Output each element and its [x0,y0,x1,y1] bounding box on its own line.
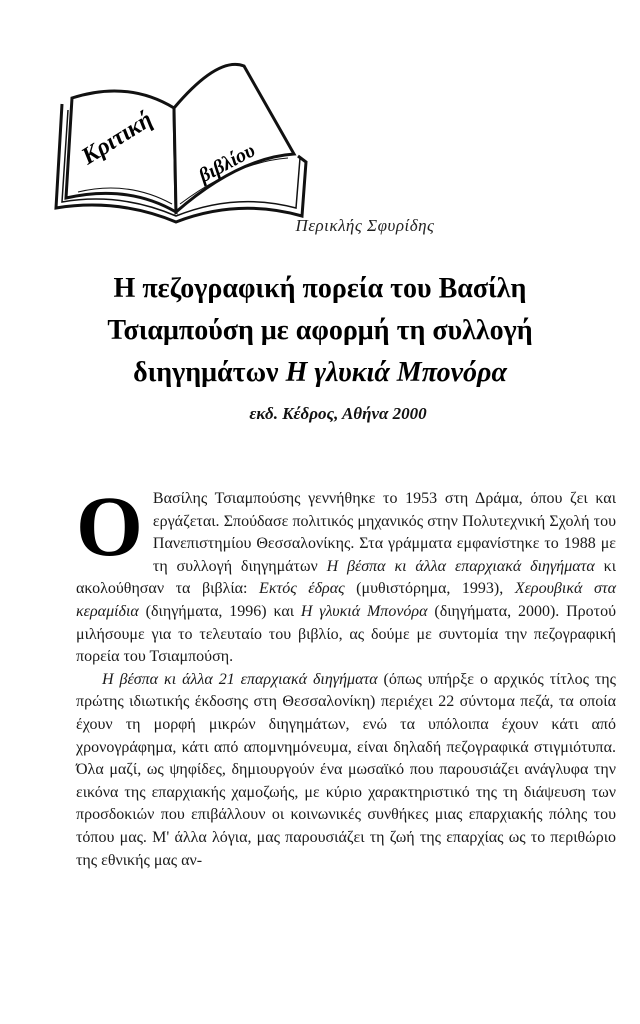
logo-left-text: Κριτική [77,106,158,171]
title-line-2: Τσιαμπούση με αφορμή τη συλλογή [107,315,533,346]
author-name: Περικλής Σφυρίδης [295,216,435,235]
open-book-icon [48,58,310,226]
article-title [40,268,600,394]
title-line-1: Η πεζογραφική πορεία του Βασίλη [113,273,527,304]
drop-cap: Ο [76,478,143,574]
logo-right-text: βιβλίου [195,139,259,188]
publisher-info: εκδ. Κέδρος, Αθήνα 2000 [249,404,427,423]
title-line-3: διηγημάτων [133,357,286,388]
paragraph-1: Ο Βασίλης Τσιαμπούσης γεννήθηκε το 1953 στη Δράμα, όπου ζει και εργάζεται. Σπούδασε πολιτικός μηχανικός στην Πολυτεχνική Σχολή του Πανεπιστημίου Θεσσαλονίκης. Στα γράμματα εμφανίστηκε το 1988 με τη συλλογή διηγημάτων Η βέσπα κι άλλα επαρχιακά διηγήματα κι ακολούθησαν τα βιβλία: Εκτός έδρας (μυθιστόρημα, 1993), Χερουβικά στα κεραμίδια (διηγήματα, 1996) και Η γλυκιά Μπονόρα (διηγήματα, 2000). Προτού μιλήσουμε για το τελευταίο του βιβλίο, ας δούμε με συντομία την πεζογραφική πορεία του Τσιαμπούση. [76,478,617,666]
paragraph-2: Η βέσπα κι άλλα 21 επαρχιακά διηγήματα (όπως υπήρξε ο αρχικός τίτλος της πρώτης ιδιωτικής έκδοσης στη Θεσσαλονίκη) περιέχει 22 σύντομα πεζά, τα οποία έχουν τη μορφή μικρών διηγημάτων, ενώ τα υπόλοιπα έχουν κάτι από χρονογράφημα, κάτι από απομνημόνευμα, είναι δηλαδή πεζογραφικά στιγμιότυπα. Όλα μαζί, ως ψηφίδες, δημιουργούν ένα μωσαϊκό που παρουσιάζει ανάγλυφα την εικόνα της επαρχιακής χαμοζωής, με κύριο χαρακτηριστικό της τη διάψευση των προσδοκιών που επιβάλλουν οι κοινωνικές συνθήκες μιας επαρχιακής πόλης του τόπου μας. Μ' άλλα λόγια, μας παρουσιάζει τη ζωή της επαρχίας ως το περιθώριο της εθνικής μας αν- [76,670,617,869]
article-body [76,478,617,872]
title-book-name: Η γλυκιά Μπονόρα [285,357,507,388]
